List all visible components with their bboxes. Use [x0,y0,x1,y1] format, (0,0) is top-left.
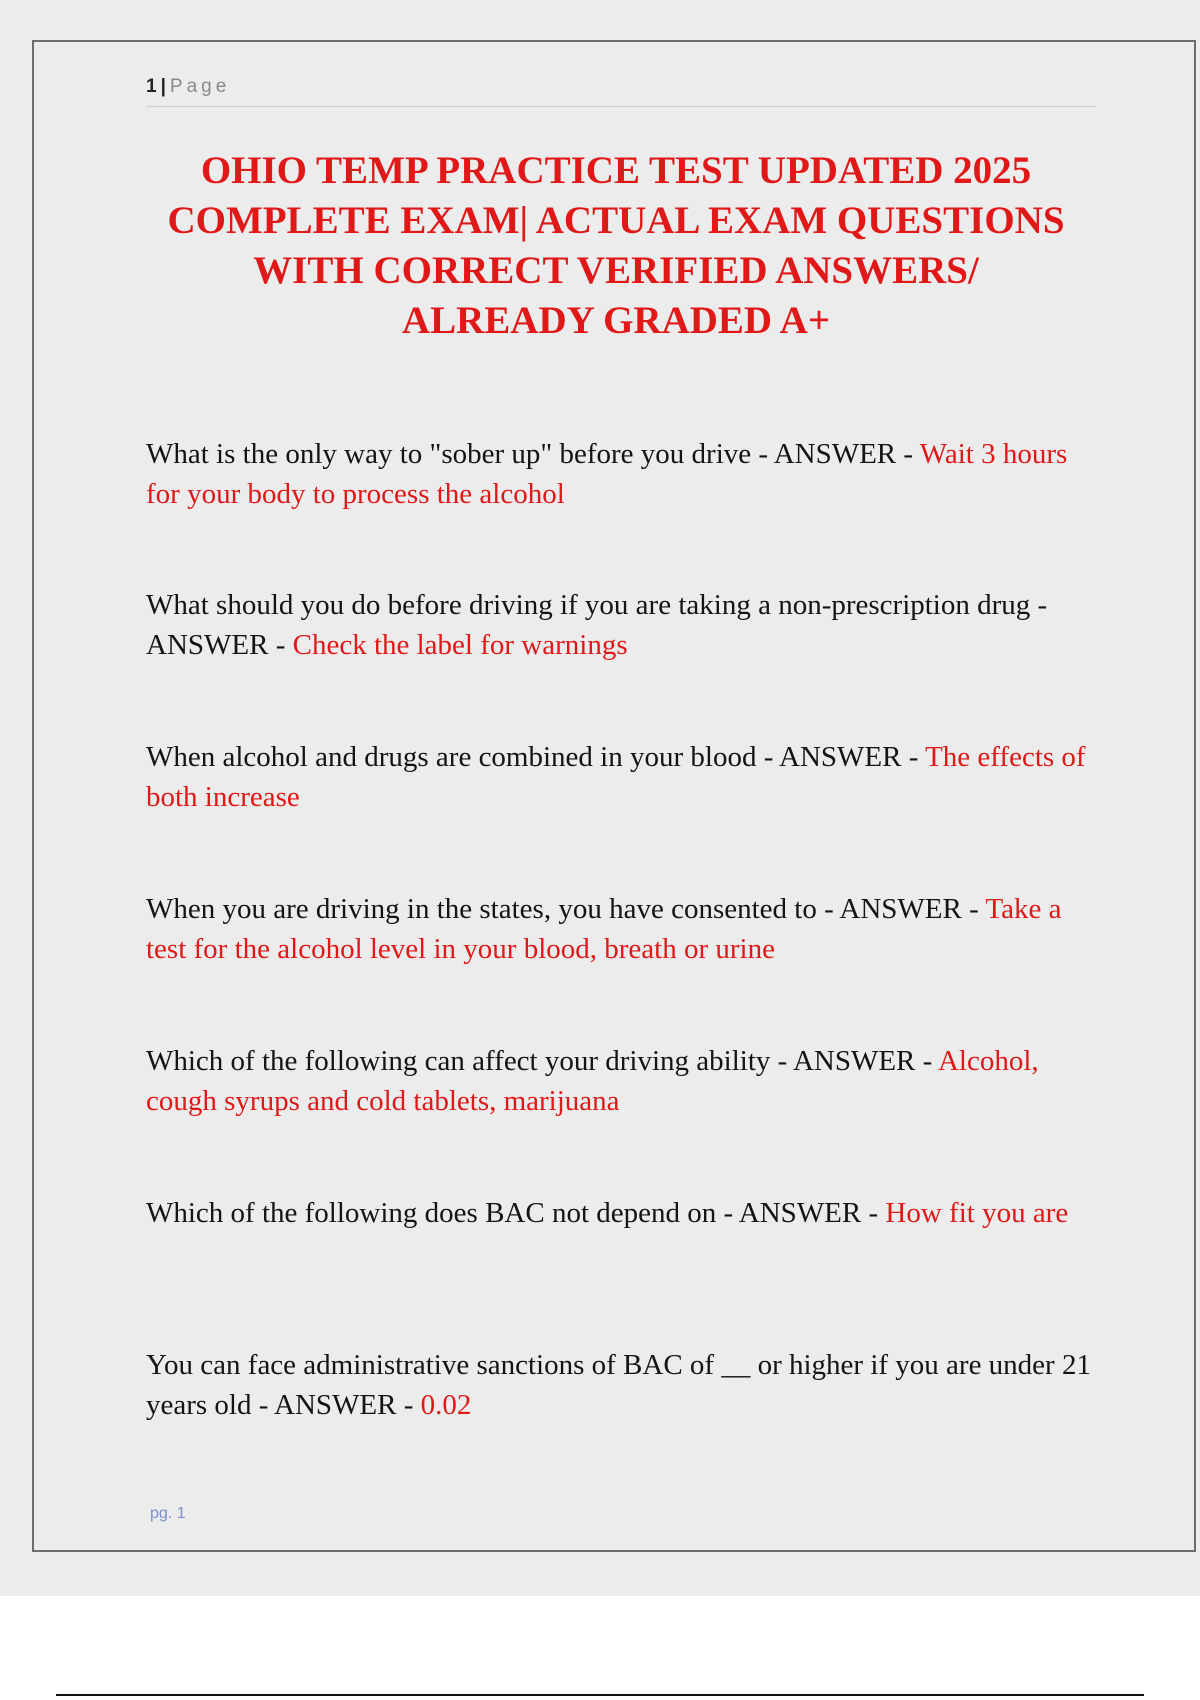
question-text: When you are driving in the states, you have consented to - ANSWER - [146,893,986,925]
question-text: What is the only way to "sober up" before you drive - ANSWER - [146,438,920,470]
answer-text: 0.02 [420,1389,472,1421]
answer-text: Check the label for warnings [292,629,628,661]
question-text: Which of the following does BAC not depend on - ANSWER - [146,1197,886,1229]
answer-text: Wait 3 hours for your body to process the alcohol [146,438,1068,510]
answer-text: The effects of both increase [146,741,1086,813]
qa-item-1 [146,434,1106,514]
title-line-2: COMPLETE EXAM| ACTUAL EXAM QUESTIONS [167,199,1065,242]
qa-item-6 [146,1193,1106,1233]
divider-line [56,1694,1144,1696]
answer-text: Alcohol, cough syrups and cold tablets, marijuana [146,1045,1039,1117]
question-text: When alcohol and drugs are combined in your blood - ANSWER - [146,741,926,773]
question-text: What should you do before driving if you are taking a non-prescription drug - ANSWER - [146,589,1048,661]
title-line-4: ALREADY GRADED A+ [401,299,831,342]
qa-item-2 [146,585,1106,665]
title-line-1: OHIO TEMP PRACTICE TEST UPDATED 2025 [200,149,1032,192]
qa-item-5 [146,1041,1106,1121]
title-line-3: WITH CORRECT VERIFIED ANSWERS/ [253,249,979,292]
answer-text: How fit you are [885,1197,1069,1229]
page-footer-label: pg. 1 [150,1505,186,1522]
page-header [146,76,1096,107]
page-number: 1 [146,76,157,97]
question-text: Which of the following can affect your driving ability - ANSWER - [146,1045,938,1077]
document-title [94,146,1138,346]
page-separator: | [160,76,166,97]
question-text: You can face administrative sanctions of BAC of __ or higher if you are under 21 years old - ANSWER - [146,1349,1091,1421]
next-page-area [0,1596,1200,1700]
page-word: Page [169,76,231,97]
answer-text: Take a test for the alcohol level in your blood, breath or urine [146,893,1062,965]
qa-item-3 [146,737,1106,817]
qa-item-7 [146,1345,1106,1425]
qa-item-4 [146,889,1106,969]
document-page [32,40,1196,1552]
